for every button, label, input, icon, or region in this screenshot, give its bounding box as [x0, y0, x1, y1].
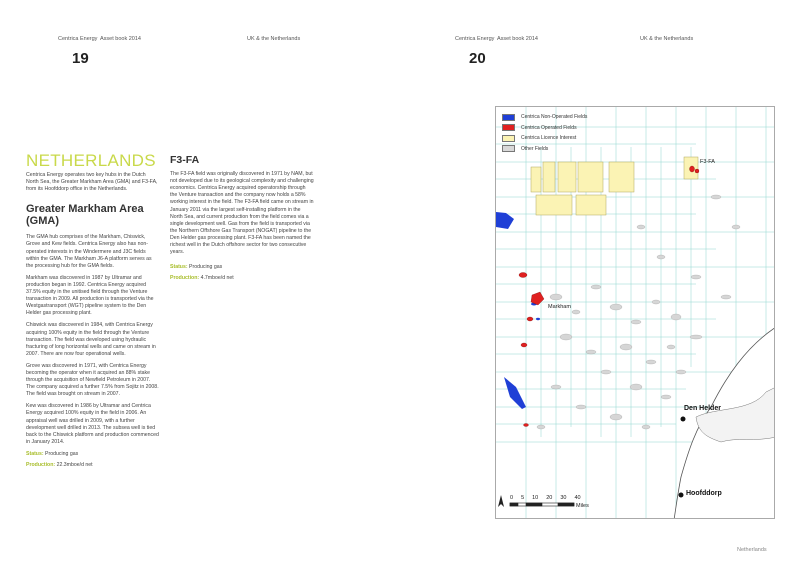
right-header-book: Asset book 2014	[497, 36, 538, 42]
gma-status	[26, 451, 159, 458]
section-title: NETHERLANDS	[26, 151, 156, 170]
scale-unit: Miles	[576, 503, 589, 509]
column-f3fa	[170, 154, 314, 286]
gma-production-label: Production:	[26, 462, 56, 468]
gma-production-value: 22.3mboe/d net	[56, 462, 93, 468]
gma-paragraph-5: Kew was discovered in 1986 by Ultramar and Centrica Energy acquired 100% equity in the field in 2006. An appraisal well was drilled in 2009, with a further development well drilled in 2013. The subsea well is tied back to the Chiswick platform and production commenced in January 2014.	[26, 403, 159, 445]
intro-paragraph: Centrica Energy operates two key hubs in the Dutch North Sea, the Greater Markham Area (GMA) and F3-FA, from its Hoofddorp office in the Netherlands.	[26, 172, 158, 193]
scale-bar	[510, 503, 574, 506]
legend-label: Centrica Non-Operated Fields	[521, 114, 588, 121]
page-footer: Netherlands	[737, 547, 767, 553]
f3fa-status	[170, 264, 314, 271]
left-page-number: 19	[72, 50, 89, 67]
right-header-company: Centrica Energy	[455, 36, 495, 42]
map-legend	[502, 112, 587, 154]
left-header-company: Centrica Energy	[58, 36, 98, 42]
legend-swatch-licence	[502, 135, 515, 142]
left-header-book: Asset book 2014	[100, 36, 141, 42]
gma-paragraph-4: Grove was discovered in 1971, with Centrica Energy becoming the operator when it acquired an 88% stake through the acquisition of Newfield Petroleum in 2007. The company acquired a further 7.5% from Sojitz in 2008. The field was brought on stream in 2007.	[26, 362, 159, 398]
scale-tick: 30	[560, 495, 567, 501]
scale-tick: 20	[546, 495, 553, 501]
f3fa-status-label: Status:	[170, 264, 188, 271]
gma-status-value: Producing gas	[45, 450, 79, 457]
legend-label: Centrica Operated Fields	[521, 124, 577, 131]
legend-item	[502, 112, 587, 123]
right-page-number: 20	[469, 50, 486, 67]
map-label-markham: Markham	[548, 304, 571, 310]
legend-swatch-operated	[502, 124, 515, 131]
gma-paragraph-1: The GMA hub comprises of the Markham, Chiswick, Grove and Kew fields. Centrica Energy also has non-operated interests in the Windermere and J3C fields within the GMA. The Markham J6-A platform serves as the processing hub for the GMA fields.	[26, 234, 152, 269]
legend-swatch-other	[502, 145, 515, 152]
scale-tick: 10	[532, 495, 539, 501]
legend-swatch-non-operated	[502, 114, 515, 121]
scale-tick: 40	[574, 495, 581, 501]
den-helder-dot	[681, 417, 686, 422]
legend-item	[502, 144, 587, 155]
scale-tick: 0	[510, 495, 514, 501]
left-header-region: UK & the Netherlands	[247, 36, 301, 42]
legend-item	[502, 123, 587, 134]
f3fa-heading: F3-FA	[170, 154, 200, 166]
f3fa-production-value: 4.7mboe/d net	[200, 275, 234, 282]
f3fa-production-label: Production:	[170, 275, 200, 282]
f3fa-paragraph: The F3-FA field was originally discovered in 1971 by NAM, but not developed due to its geological complexity and challenging economics. Centrica Energy acquired operatorship through the Venture transaction and the company now holds a 58% working interest in the field. The F3-FA field came on stream in January 2011 via the largest self-installing platform in the North Sea, and current production from the field comes via a single development well. Gas from the field is transported via the Northern Offshore Gas Transport (NOGAT) pipeline to the Den Helder gas processing plant. F3-FA has been named the richest well in the Dutch offshore sector for two consecutive years.	[170, 171, 314, 256]
map-graphic	[496, 107, 775, 519]
legend-item	[502, 133, 587, 144]
column-netherlands	[26, 151, 159, 473]
f3fa-production	[170, 275, 314, 282]
gma-production	[26, 462, 159, 469]
map-label-f3fa: F3-FA	[700, 159, 715, 165]
gma-paragraph-3: Chiswick was discovered in 1984, with Centrica Energy acquiring 100% equity in the field through the Venture transaction. The field was developed using hydraulic fracturing of long horizontal wells and came on stream in 2007. There are now four operational wells.	[26, 322, 156, 357]
north-arrow	[498, 495, 504, 507]
right-header-region: UK & the Netherlands	[640, 36, 694, 42]
scale-ticks	[510, 495, 581, 501]
gma-status-label: Status:	[26, 450, 44, 457]
f3fa-status-value: Producing gas	[189, 264, 223, 271]
legend-label: Other Fields	[521, 145, 549, 152]
other-fields	[537, 195, 740, 429]
map-label-den-helder: Den Helder	[684, 405, 721, 412]
hoofddorp-dot	[679, 493, 684, 498]
non-operated-fields	[496, 212, 540, 409]
gma-heading: Greater Markham Area (GMA)	[26, 203, 144, 228]
map-label-hoofddorp: Hoofddorp	[686, 490, 722, 497]
scale-tick: 5	[521, 495, 525, 501]
netherlands-map	[495, 106, 775, 519]
legend-label: Centrica Licence Interest	[521, 135, 577, 142]
gma-paragraph-2: Markham was discovered in 1987 by Ultramar and production began in 1992. Centrica Energy acquired 37.5% equity in the unitised field through the Venture transaction in 2009. All production is transported via the Westgastransport (WGT) pipeline system to the Den Helder gas processing plant.	[26, 274, 154, 317]
